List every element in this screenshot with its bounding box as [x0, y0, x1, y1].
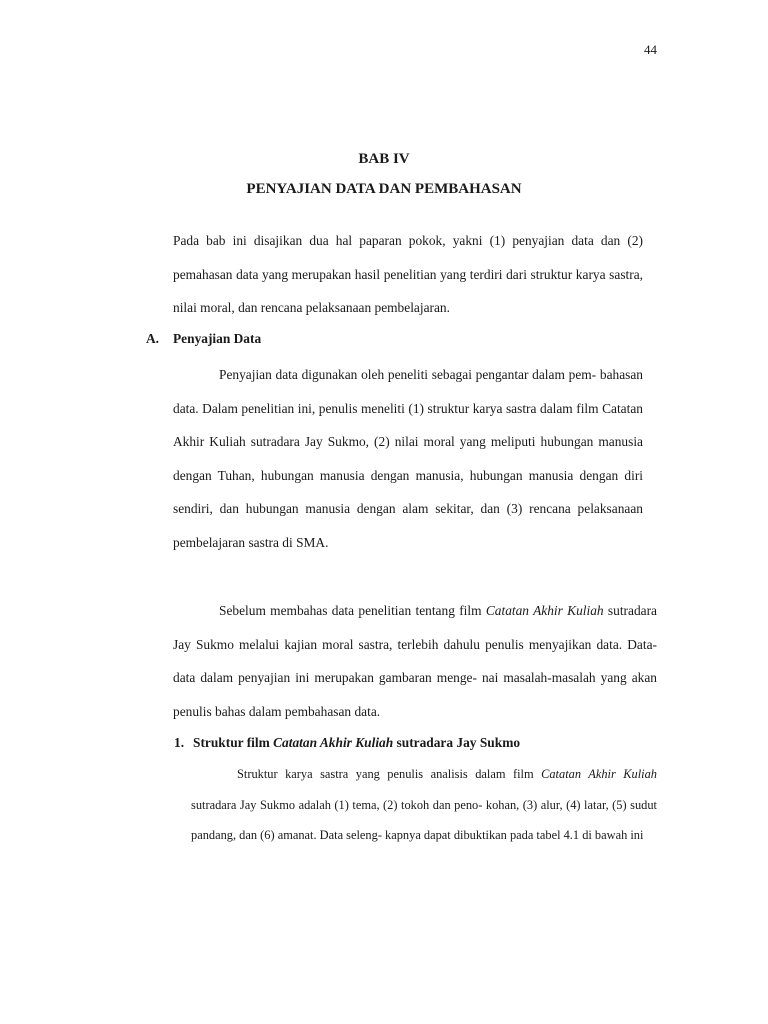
section-a-paragraph-2 [173, 594, 657, 728]
chapter-title: BAB IV [358, 151, 410, 167]
film-title-italic: Catatan Akhir Kuliah [485, 603, 604, 618]
chapter-subtitle: PENYAJIAN DATA DAN PEMBAHASAN [246, 181, 522, 197]
subsection-1-film-title-italic: Catatan Akhir Kuliah [541, 767, 658, 781]
page-number: 44 [644, 42, 657, 57]
subsection-1-heading-end: sutradara Jay Sukmo [393, 735, 521, 750]
subsection-1-text-end: sutradara Jay Sukmo adalah (1) tema, (2) tokoh dan peno- kohan, (3) alur, (4) latar, (5) sudut pandang, dan (6) amanat. Data seleng- kapnya dapat dibuktikan pada tabel 4.1 di bawah ini [191, 797, 657, 842]
section-a-paragraph-1: Penyajian data digunakan oleh peneliti sebagai pengantar dalam pem- bahasan data. Dalam penelitian ini, penulis meneliti (1) struktur karya sastra dalam film Catatan Akhir Kuliah sutradara Jay Sukmo, (2) nilai moral yang meliputi hubungan manusia dengan Tuhan, hubungan manusia dengan manusia, hubungan manusia dengan diri sendiri, dan hubungan manusia dengan alam sekitar, dan (3) rencana pelaksanaan pembelajaran sastra di SMA. [173, 367, 643, 550]
paragraph-2-text-end: sutradara Jay Sukmo melalui kajian moral sastra, terlebih dahulu penulis menyajikan data. Data-data dalam penyajian ini merupakan gambaran menge- nai masalah-masalah yang akan penulis bahas dalam pembahasan data. [173, 603, 657, 719]
paragraph-2-text-start: Sebelum membahas data penelitian tentang film [219, 603, 486, 618]
subsection-1-number: 1. [174, 735, 185, 750]
intro-paragraph: Pada bab ini disajikan dua hal paparan pokok, yakni (1) penyajian data dan (2) pemahasan data yang merupakan hasil penelitian yang terdiri dari struktur karya sastra, nilai moral, dan rencana pelaksanaan pembelajaran. [173, 233, 643, 316]
subsection-1-heading-start: Struktur film [193, 735, 274, 750]
subsection-1-film-title: Catatan Akhir Kuliah [273, 735, 394, 750]
subsection-1-text-start: Struktur karya sastra yang penulis analisis dalam film [237, 767, 542, 781]
subsection-1-heading [193, 735, 520, 751]
subsection-1-paragraph [191, 759, 657, 851]
section-a-heading: Penyajian Data [173, 331, 262, 346]
section-a-letter: A. [146, 331, 160, 346]
